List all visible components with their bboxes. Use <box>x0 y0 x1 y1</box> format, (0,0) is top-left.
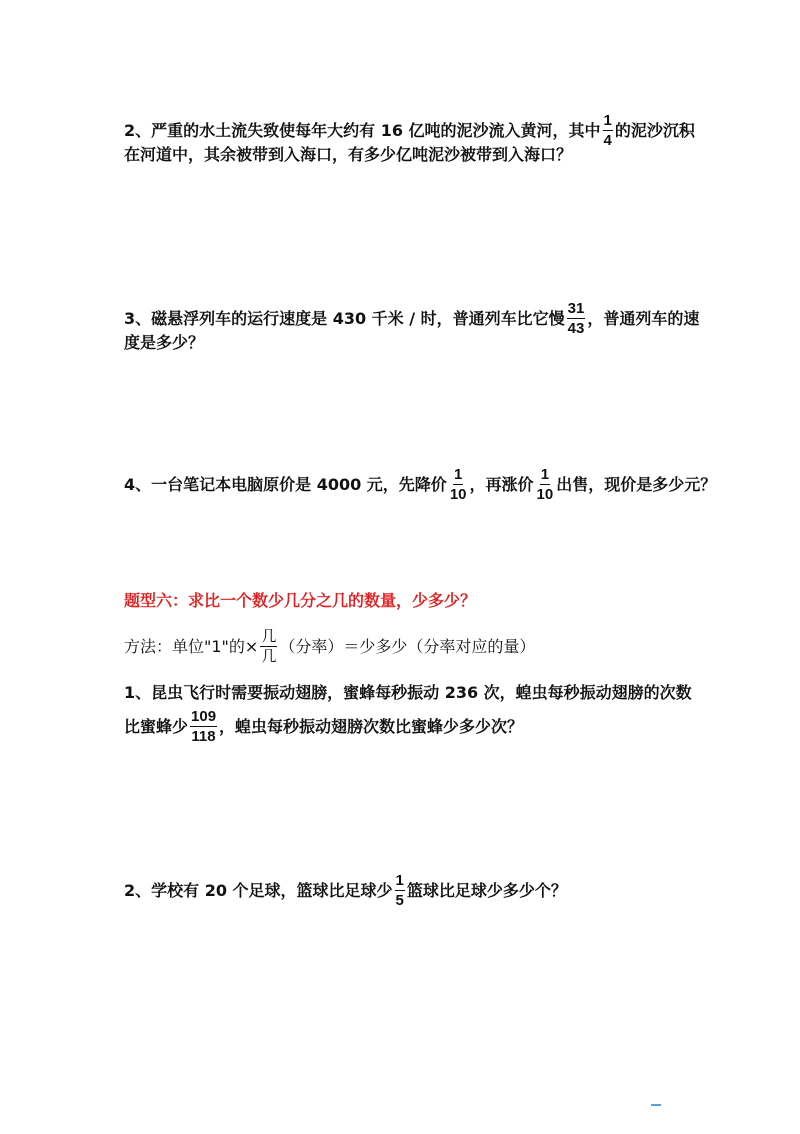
practice-1-line-1 <box>124 683 692 703</box>
problem-2-line-1 <box>124 112 695 149</box>
fraction <box>567 300 586 337</box>
practice-1-text-a: 1、昆虫飞行时需要振动翅膀，蜜蜂每秒振动 236 次，蝗虫每秒振动翅膀的次数 <box>124 683 692 702</box>
practice-2-text-a: 2、学校有 20 个足球，篮球比足球少 <box>124 880 393 900</box>
fraction <box>536 466 555 503</box>
problem-2-text-c: 在河道中，其余被带到入海口，有多少亿吨泥沙被带到入海口？ <box>124 145 573 164</box>
method-line <box>124 628 535 665</box>
fraction-numerator: 109 <box>191 708 217 725</box>
practice-2-line-1 <box>124 872 567 909</box>
fraction-denominator: 几 <box>261 648 277 665</box>
fraction-numerator: 1 <box>453 466 463 483</box>
fraction <box>395 872 405 909</box>
problem-3-text-c: 度是多少？ <box>124 333 205 352</box>
problem-3-line-2 <box>124 333 204 353</box>
problem-4-text-b: ，再涨价 <box>469 474 534 494</box>
problem-2-text-a: 2、严重的水土流失致使每年大约有 16 亿吨的泥沙流入黄河，其中 <box>124 120 601 140</box>
fraction-denominator: 43 <box>567 320 585 337</box>
practice-1-line-2 <box>124 708 523 745</box>
problem-3-text-b: ，普通列车的速 <box>587 308 700 328</box>
fraction-numerator: 几 <box>261 628 277 645</box>
problem-2-text-b: 的泥沙沉积 <box>614 120 695 140</box>
fraction-numerator: 1 <box>603 112 612 129</box>
fraction-denominator: 10 <box>449 486 467 503</box>
fraction <box>260 628 277 665</box>
method-text-b: （分率）＝少多少（分率对应的量） <box>279 636 536 656</box>
fraction-numerator: 1 <box>395 872 404 889</box>
problem-4-text-a: 4、一台笔记本电脑原价是 4000 元，先降价 <box>124 474 447 494</box>
section-heading: 题型六：求比一个数少几分之几的数量，少多少？ <box>124 591 477 610</box>
problem-2-line-2 <box>124 145 572 165</box>
fraction-numerator: 1 <box>540 466 550 483</box>
practice-1-text-c: ，蝗虫每秒振动翅膀次数比蜜蜂少多少次？ <box>219 716 524 736</box>
fraction-denominator: 4 <box>603 132 612 149</box>
fraction <box>603 112 613 149</box>
method-text-a: 方法：单位"1"的× <box>124 636 259 656</box>
problem-3-line-1 <box>124 300 699 337</box>
fraction-numerator: 31 <box>567 300 585 317</box>
practice-1-text-b: 比蜜蜂少 <box>124 716 189 736</box>
problem-4-text-c: 出售，现价是多少元？ <box>556 474 717 494</box>
fraction-denominator: 118 <box>191 728 216 745</box>
fraction-denominator: 5 <box>395 892 404 909</box>
fraction-denominator: 10 <box>536 486 554 503</box>
fraction <box>449 466 468 503</box>
page-corner-mark <box>651 1104 661 1106</box>
problem-3-text-a: 3、磁悬浮列车的运行速度是 430 千米 / 时，普通列车比它慢 <box>124 308 565 328</box>
practice-2-text-b: 篮球比足球少多少个？ <box>406 880 567 900</box>
problem-4-line-1 <box>124 466 716 503</box>
fraction <box>190 708 217 745</box>
